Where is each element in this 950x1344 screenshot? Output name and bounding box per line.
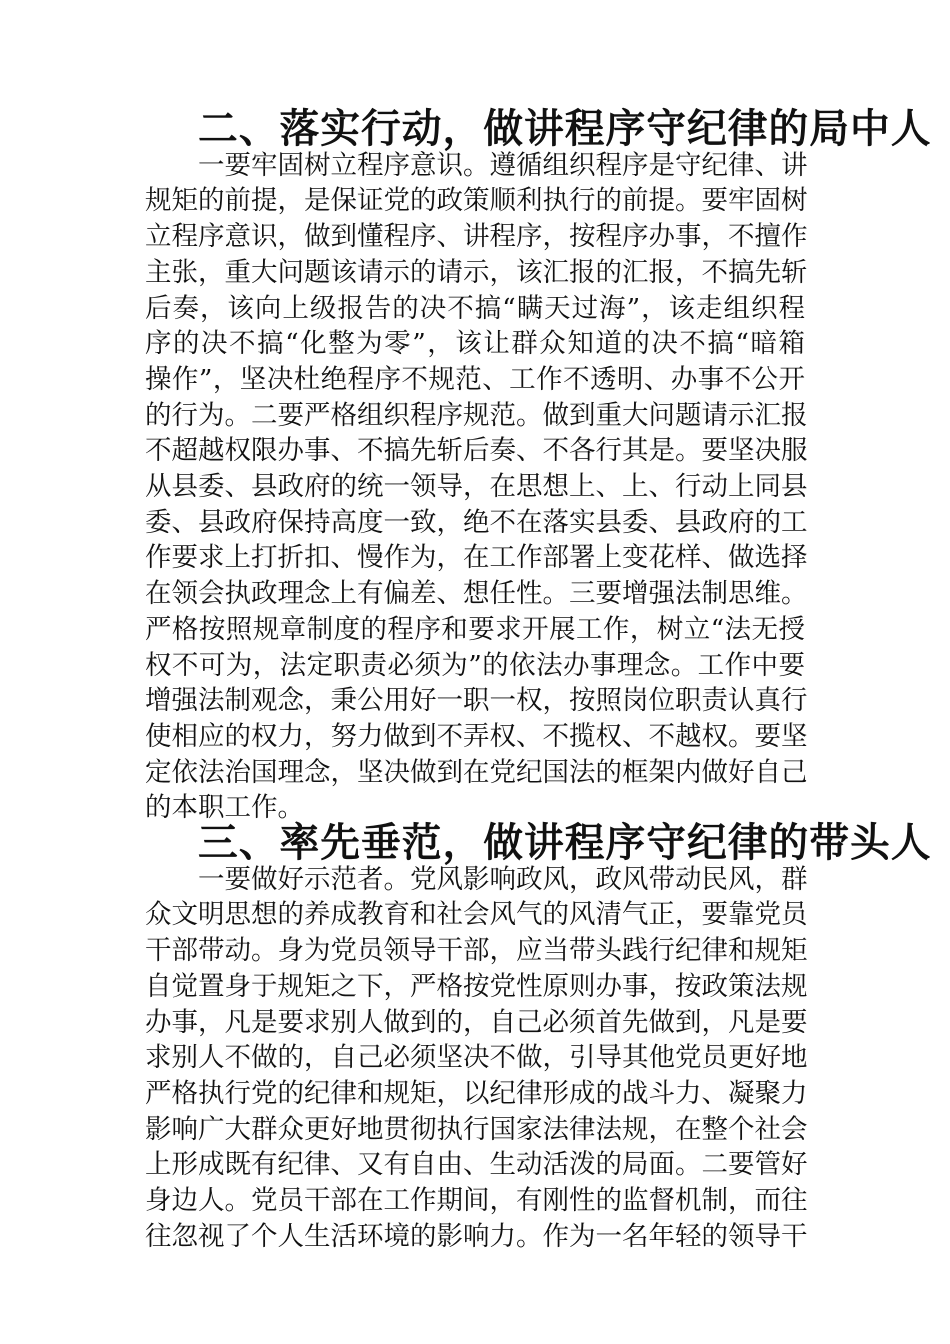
paragraph-line: 定依法治国理念，坚决做到在党纪国法的框架内做好自己	[145, 756, 808, 788]
paragraph-line: 一要牢固树立程序意识。遵循组织程序是守纪律、讲	[198, 149, 808, 181]
document-body	[145, 106, 932, 1255]
paragraph-line: 使相应的权力，努力做到不弄权、不揽权、不越权。要坚	[145, 720, 808, 752]
paragraph-line: 往忽视了个人生活环境的影响力。作为一名年轻的领导干	[145, 1220, 808, 1252]
paragraph-line: 操作”，坚决杜绝程序不规范、工作不透明、办事不公开	[145, 363, 805, 395]
paragraph-line: 委、县政府保持高度一致，绝不在落实县委、县政府的工	[145, 506, 808, 538]
paragraph-line: 求别人不做的，自己必须坚决不做，引导其他党员更好地	[145, 1042, 808, 1074]
paragraph-line: 一要做好示范者。党风影响政风，政风带动民风，群	[198, 863, 808, 895]
paragraph-line: 作要求上打折扣、慢作为，在工作部署上变花样、做选择	[145, 542, 808, 574]
section-2	[145, 106, 932, 826]
section-heading: 二、落实行动，做讲程序守纪律的局中人	[198, 106, 932, 152]
paragraph-line: 后奏，该向上级报告的决不搞“瞒天过海”，该走组织程	[145, 292, 805, 324]
paragraph-line: 上形成既有纪律、又有自由、生动活泼的局面。二要管好	[145, 1149, 808, 1181]
paragraph-line: 身边人。党员干部在工作期间，有刚性的监督机制，而往	[145, 1185, 808, 1217]
paragraph-line: 立程序意识，做到懂程序、讲程序，按程序办事，不擅作	[145, 221, 808, 253]
paragraph-line: 不超越权限办事、不搞先斩后奏、不各行其是。要坚决服	[145, 435, 808, 467]
paragraph-line: 主张，重大问题该请示的请示，该汇报的汇报，不搞先斩	[145, 256, 808, 288]
paragraph-line: 增强法制观念，秉公用好一职一权，按照岗位职责认真行	[145, 685, 808, 717]
paragraph-line: 规矩的前提，是保证党的政策顺利执行的前提。要牢固树	[145, 185, 808, 217]
paragraph-line: 在领会执政理念上有偏差、想任性。三要增强法制思维。	[145, 578, 808, 610]
paragraph-line: 的本职工作。	[145, 792, 304, 824]
paragraph-line: 自觉置身于规矩之下，严格按党性原则办事，按政策法规	[145, 970, 808, 1002]
paragraph-line: 影响广大群众更好地贯彻执行国家法律法规，在整个社会	[145, 1113, 808, 1145]
section-paragraph	[145, 148, 808, 826]
paragraph-line: 众文明思想的养成教育和社会风气的风清气正，要靠党员	[145, 899, 808, 931]
section-paragraph	[145, 862, 808, 1255]
paragraph-line: 干部带动。身为党员领导干部，应当带头践行纪律和规矩	[145, 935, 808, 967]
paragraph-line: 从县委、县政府的统一领导，在思想上、上、行动上同县	[145, 471, 808, 503]
paragraph-line: 序的决不搞“化整为零”，该让群众知道的决不搞“暗箱	[145, 328, 805, 360]
section-heading: 三、率先垂范，做讲程序守纪律的带头人	[198, 820, 932, 867]
paragraph-line: 严格执行党的纪律和规矩，以纪律形成的战斗力、凝聚力	[145, 1077, 808, 1109]
paragraph-line: 的行为。二要严格组织程序规范。做到重大问题请示汇报	[145, 399, 808, 431]
section-3	[145, 820, 932, 1254]
paragraph-line: 严格按照规章制度的程序和要求开展工作，树立“法无授	[145, 613, 805, 645]
paragraph-line: 权不可为，法定职责必须为”的依法办事理念。工作中要	[145, 649, 805, 681]
paragraph-line: 办事，凡是要求别人做到的，自己必须首先做到，凡是要	[145, 1006, 808, 1038]
